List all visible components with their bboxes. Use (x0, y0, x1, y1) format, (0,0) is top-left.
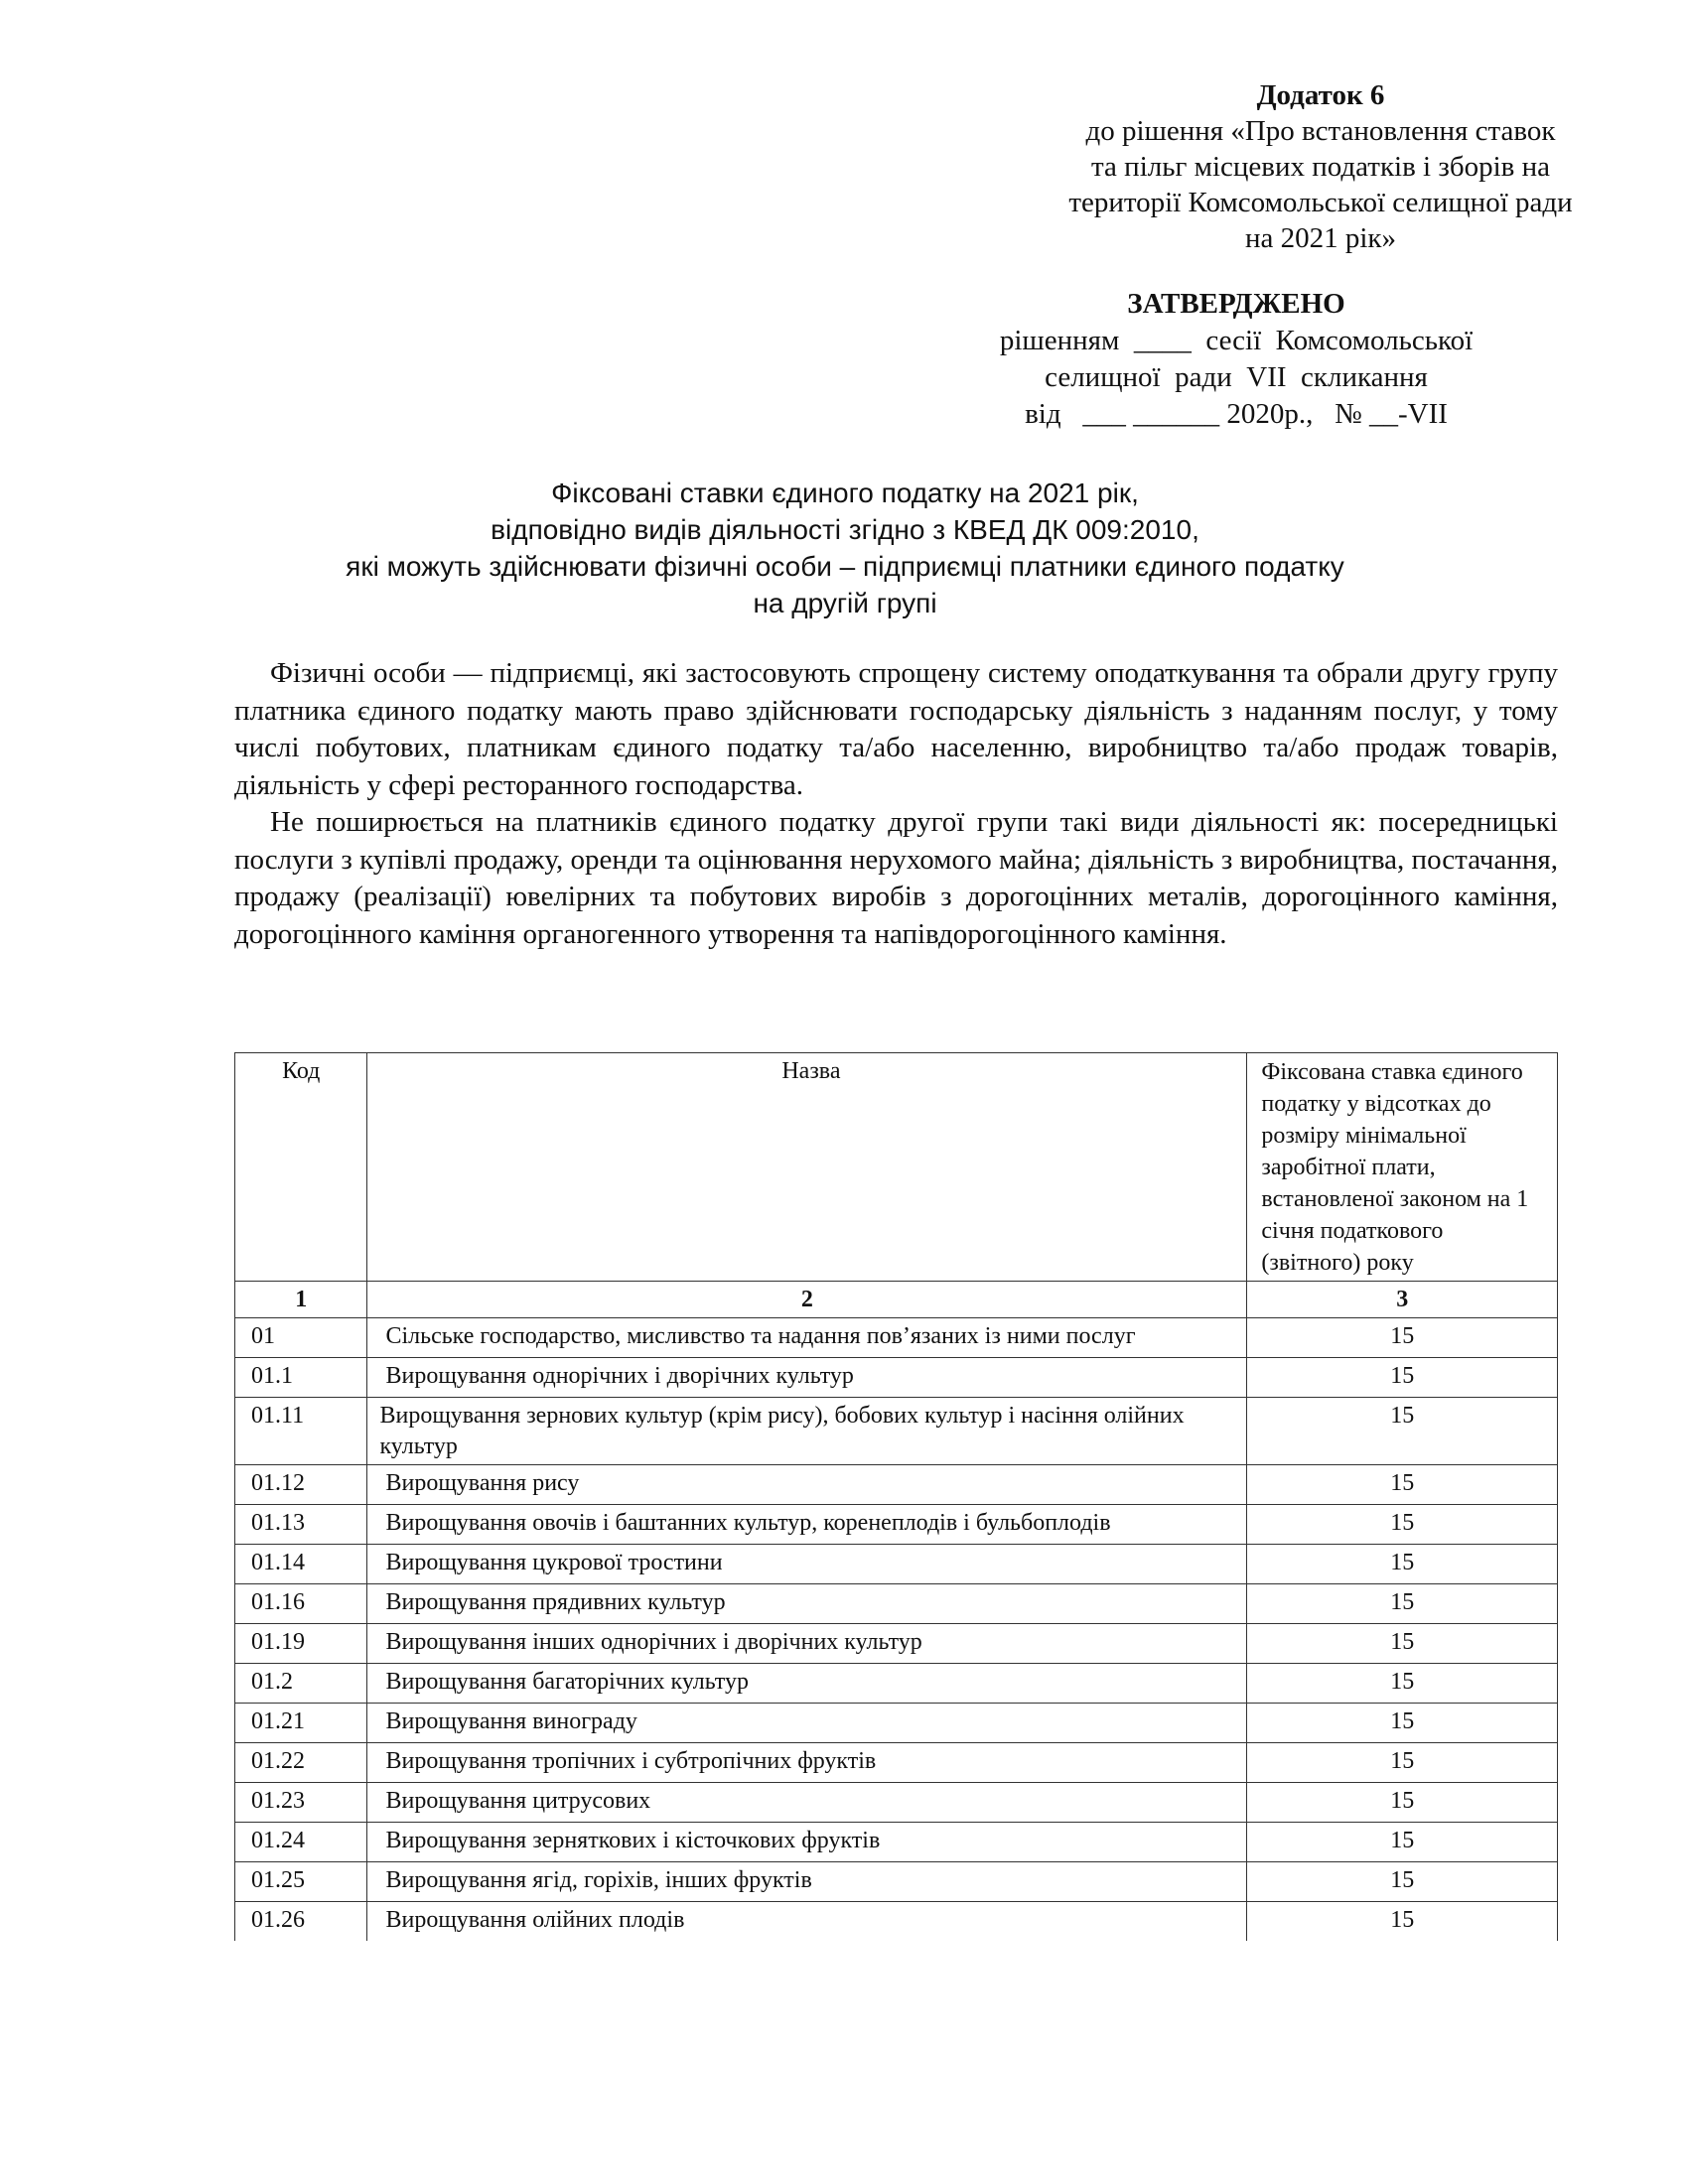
header-name: Назва (367, 1053, 1247, 1282)
paragraph: Не поширюється на платників єдиного податку другої групи такі види діяльності як: посередницькі послуги з купівлі продажу, оренди та оцінювання нерухомого майна; діяльність з виробництва, постачання, продажу (реалізації) ювелірних та побутових виробів з дорогоцінних металів, дорогоцінного каміння, дорогоцінного каміння органогенного утворення та напівдорогоцінного каміння. (234, 806, 1558, 950)
approval-block (953, 286, 1519, 433)
cell-code: 01 (235, 1318, 367, 1358)
cell-code: 01.22 (235, 1743, 367, 1783)
cell-rate: 15 (1247, 1584, 1558, 1624)
cell-code: 01.13 (235, 1505, 367, 1545)
addendum-line: до рішення «Про встановлення ставок (1085, 115, 1556, 147)
cell-code: 01.23 (235, 1783, 367, 1823)
approval-line: від ___ ______ 2020р., № __-VII (1025, 398, 1448, 430)
table-row (235, 1358, 1558, 1398)
cell-rate: 15 (1247, 1398, 1558, 1465)
cell-name: Вирощування цукрової тростини (367, 1545, 1247, 1584)
cell-rate: 15 (1247, 1823, 1558, 1862)
cell-name: Вирощування однорічних і дворічних культур (367, 1358, 1247, 1398)
cell-rate: 15 (1247, 1664, 1558, 1704)
column-number: 2 (367, 1282, 1247, 1318)
header-rate: Фіксована ставка єдиного податку у відсотках до розміру мінімальної заробітної плати, встановленої законом на 1 січня податкового (звітного) року (1247, 1053, 1558, 1282)
cell-rate: 15 (1247, 1902, 1558, 1942)
cell-code: 01.16 (235, 1584, 367, 1624)
cell-rate: 15 (1247, 1862, 1558, 1902)
table-row (235, 1783, 1558, 1823)
cell-name: Вирощування інших однорічних і дворічних культур (367, 1624, 1247, 1664)
cell-rate: 15 (1247, 1358, 1558, 1398)
cell-name: Вирощування тропічних і субтропічних фруктів (367, 1743, 1247, 1783)
cell-code: 01.21 (235, 1704, 367, 1743)
cell-name: Вирощування рису (367, 1465, 1247, 1505)
body-text (234, 655, 1558, 953)
cell-name: Вирощування прядивних культур (367, 1584, 1247, 1624)
approval-title: ЗАТВЕРДЖЕНО (1127, 288, 1345, 320)
cell-code: 01.26 (235, 1902, 367, 1942)
cell-rate: 15 (1247, 1743, 1558, 1783)
column-number-row (235, 1282, 1558, 1318)
table-row (235, 1704, 1558, 1743)
table-header-row (235, 1053, 1558, 1282)
cell-name: Вирощування винограду (367, 1704, 1247, 1743)
table-row (235, 1505, 1558, 1545)
addendum-title: Додаток 6 (1256, 79, 1385, 111)
header-code: Код (235, 1053, 367, 1282)
cell-name: Вирощування овочів і баштанних культур, коренеплодів і бульбоплодів (367, 1505, 1247, 1545)
table-row (235, 1624, 1558, 1664)
table-row (235, 1902, 1558, 1942)
cell-name: Вирощування зерняткових і кісточкових фруктів (367, 1823, 1247, 1862)
addendum-block (1013, 77, 1628, 256)
cell-name: Вирощування олійних плодів (367, 1902, 1247, 1942)
document-title (234, 475, 1456, 621)
cell-code: 01.19 (235, 1624, 367, 1664)
table-row (235, 1465, 1558, 1505)
document-title-line: Фіксовані ставки єдиного податку на 2021 рік, (551, 478, 1139, 508)
cell-code: 01.11 (235, 1398, 367, 1465)
cell-rate: 15 (1247, 1465, 1558, 1505)
table-row (235, 1743, 1558, 1783)
addendum-line: та пільг місцевих податків і зборів на (1091, 151, 1550, 183)
document-title-line: відповідно видів діяльності згідно з КВЕД ДК 009:2010, (491, 514, 1199, 545)
cell-rate: 15 (1247, 1704, 1558, 1743)
cell-name: Сільське господарство, мисливство та надання пов’язаних із ними послуг (367, 1318, 1247, 1358)
addendum-line: території Комсомольської селищної ради (1068, 187, 1573, 218)
table-row (235, 1823, 1558, 1862)
addendum-line: на 2021 рік» (1244, 222, 1397, 254)
cell-rate: 15 (1247, 1545, 1558, 1584)
paragraph: Фізичні особи — підприємці, які застосовують спрощену систему оподаткування та обрали другу групу платника єдиного податку мають право здійснювати господарську діяльність з наданням послуг, у тому числі побутових, платникам єдиного податку та/або населенню, виробництво та/або продаж товарів, діяльність у сфері ресторанного господарства. (234, 657, 1558, 801)
cell-code: 01.2 (235, 1664, 367, 1704)
table-row (235, 1584, 1558, 1624)
rates-table (234, 1052, 1558, 1941)
table-row (235, 1398, 1558, 1465)
cell-name: Вирощування ягід, горіхів, інших фруктів (367, 1862, 1247, 1902)
table-row (235, 1545, 1558, 1584)
column-number: 3 (1247, 1282, 1558, 1318)
cell-code: 01.25 (235, 1862, 367, 1902)
approval-line: селищної ради VII скликання (1045, 361, 1428, 393)
cell-name: Вирощування багаторічних культур (367, 1664, 1247, 1704)
cell-code: 01.1 (235, 1358, 367, 1398)
document-title-line: які можуть здійснювати фізичні особи – підприємці платники єдиного податку (346, 551, 1344, 582)
cell-rate: 15 (1247, 1505, 1558, 1545)
cell-code: 01.24 (235, 1823, 367, 1862)
cell-rate: 15 (1247, 1783, 1558, 1823)
table-row (235, 1664, 1558, 1704)
table-row (235, 1318, 1558, 1358)
cell-rate: 15 (1247, 1318, 1558, 1358)
document-title-line: на другій групі (753, 588, 937, 618)
column-number: 1 (235, 1282, 367, 1318)
cell-name: Вирощування цитрусових (367, 1783, 1247, 1823)
cell-rate: 15 (1247, 1624, 1558, 1664)
table-row (235, 1862, 1558, 1902)
cell-code: 01.12 (235, 1465, 367, 1505)
cell-code: 01.14 (235, 1545, 367, 1584)
cell-name: Вирощування зернових культур (крім рису), бобових культур і насіння олійних культур (367, 1398, 1247, 1465)
approval-line: рішенням ____ сесії Комсомольської (999, 325, 1474, 356)
